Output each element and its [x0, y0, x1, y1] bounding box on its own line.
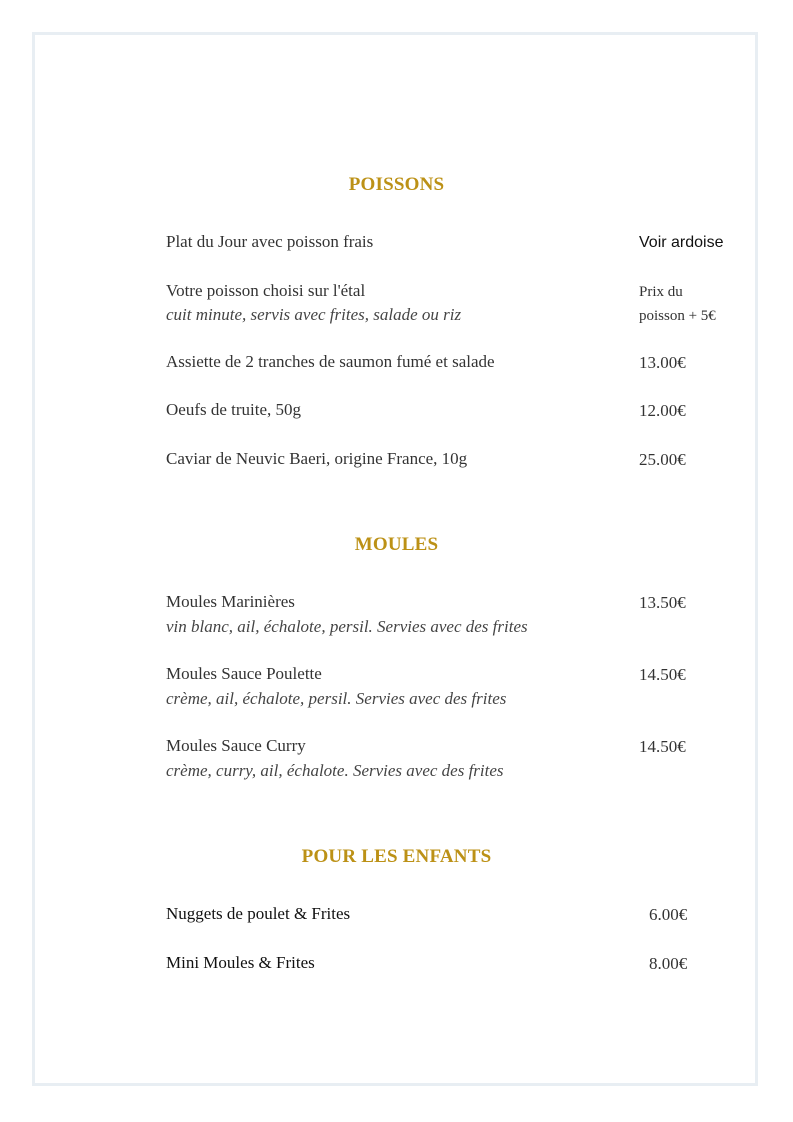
menu-item-name: Caviar de Neuvic Baeri, origine France, 10g	[166, 449, 468, 468]
menu-item-price: 14.50€	[639, 737, 686, 756]
menu-item-name: Assiette de 2 tranches de saumon fumé et salade	[166, 352, 495, 371]
menu-item-price: 12.00€	[639, 401, 686, 420]
menu-item-name: Mini Moules & Frites	[166, 953, 315, 972]
menu-item-price: 14.50€	[639, 665, 686, 684]
menu-item-name: Nuggets de poulet & Frites	[166, 904, 351, 923]
menu-item-name: Moules Marinières	[166, 592, 295, 611]
menu-item-description: crème, curry, ail, échalote. Servies avec des frites	[166, 761, 504, 780]
menu-item-name: Plat du Jour avec poisson frais	[166, 232, 374, 251]
menu-item-description: cuit minute, servis avec frites, salade ou riz	[166, 305, 462, 324]
menu-item-price-line1: Prix du	[639, 284, 683, 300]
menu-item-description: crème, ail, échalote, persil. Servies avec des frites	[166, 689, 507, 708]
menu-item-price-line2: poisson + 5€	[639, 308, 716, 324]
menu-item-name: Moules Sauce Curry	[166, 736, 306, 755]
menu-item-name: Votre poisson choisi sur l'étal	[166, 281, 366, 300]
menu-item-price: 6.00€	[649, 905, 688, 924]
menu-item-name: Moules Sauce Poulette	[166, 664, 322, 683]
menu-item-price: 13.00€	[639, 353, 686, 372]
menu-item-name: Oeufs de truite, 50g	[166, 400, 302, 419]
menu-item-price: 13.50€	[639, 593, 686, 612]
menu-item-description: vin blanc, ail, échalote, persil. Servies avec des frites	[166, 617, 528, 636]
menu-item-price: 25.00€	[639, 450, 686, 469]
menu-item-price: 8.00€	[649, 954, 688, 973]
section-title-poissons: POISSONS	[348, 174, 445, 195]
section-title-moules: MOULES	[354, 534, 439, 555]
section-title-enfants: POUR LES ENFANTS	[301, 846, 492, 867]
menu-item-price: Voir ardoise	[639, 234, 724, 251]
